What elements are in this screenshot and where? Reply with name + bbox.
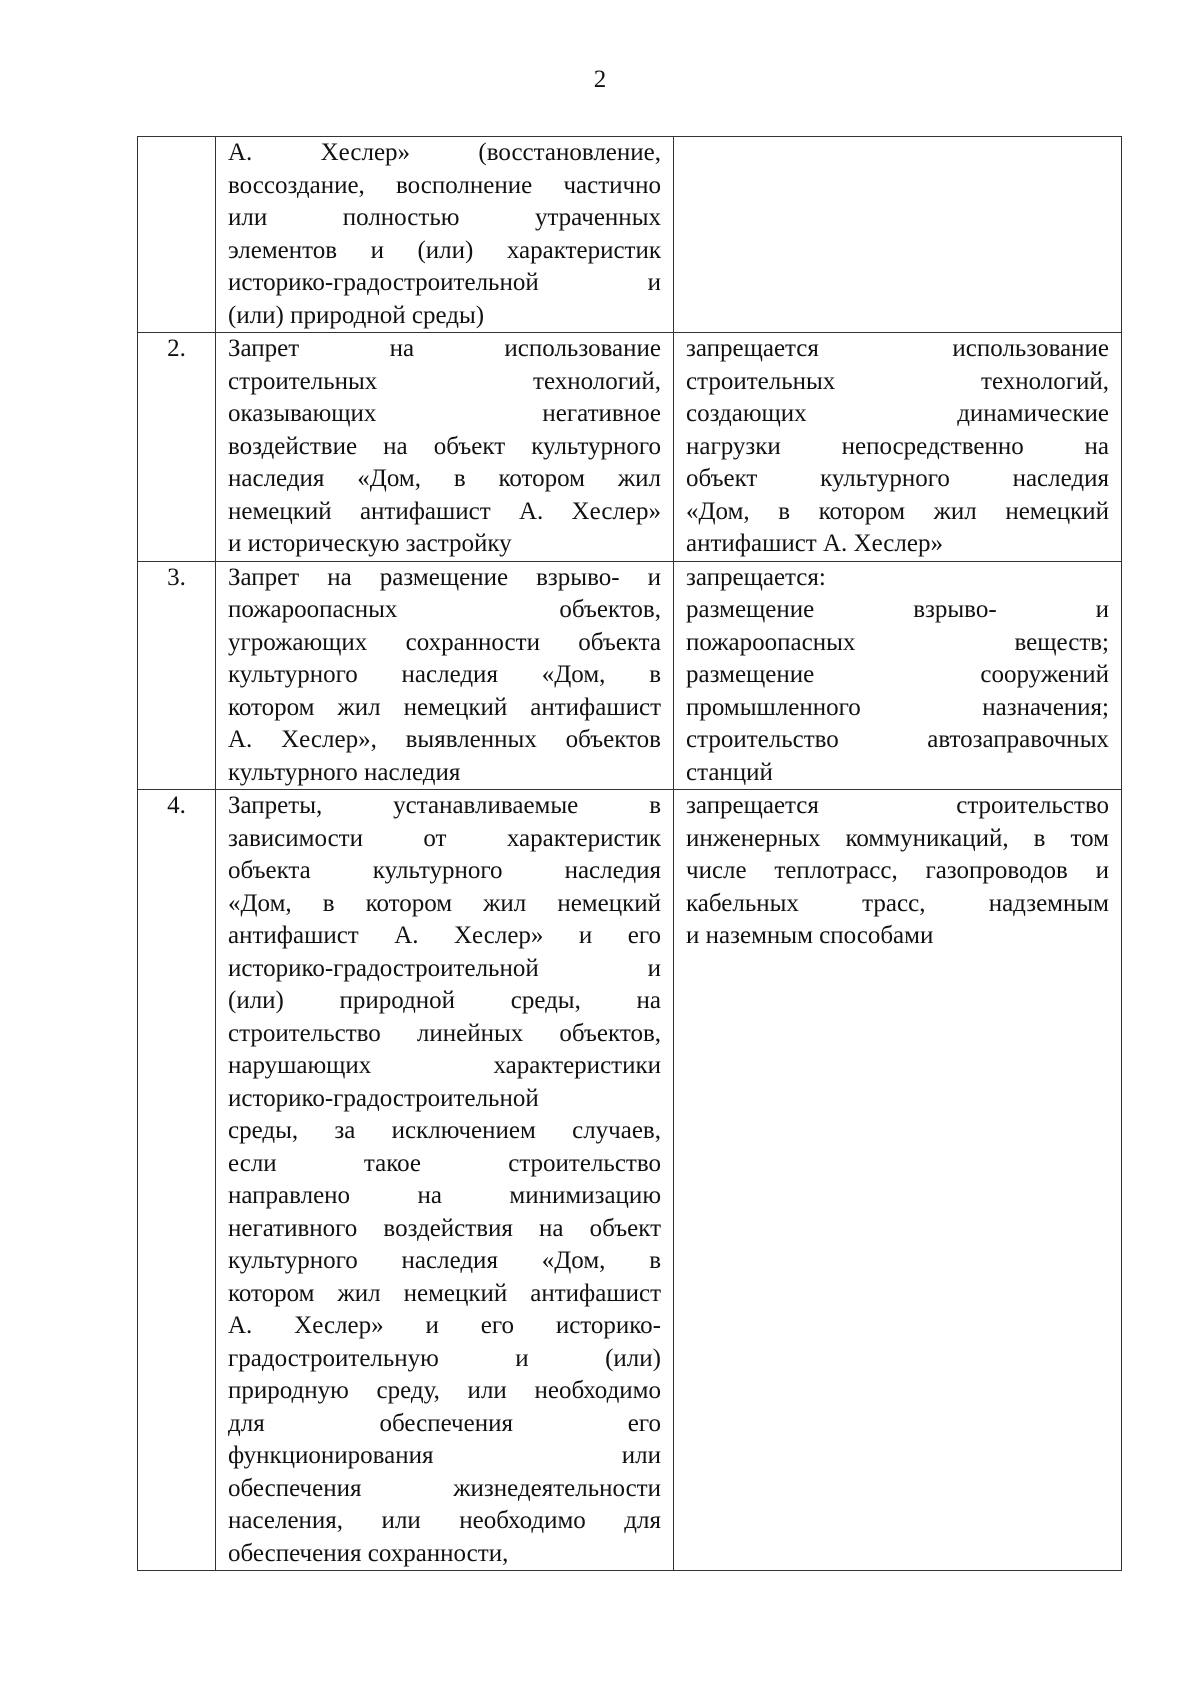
requirement-line: объект культурного наследия [686, 465, 1109, 492]
requirement-line: числе теплотрасс, газопроводов и [686, 857, 1109, 884]
restriction-line: культурного наследия «Дом, в [228, 1247, 661, 1274]
page-number: 2 [593, 66, 607, 93]
restriction-line: культурного наследия [228, 758, 461, 786]
requirement-line: нагрузки непосредственно на [686, 432, 1109, 460]
restriction-line: угрожающих сохранности объекта [228, 628, 661, 656]
restriction-line: населения, или необходимо для [228, 1507, 661, 1534]
table-row [138, 561, 1122, 790]
restriction-line: А. Хеслер», выявленных объектов [228, 726, 661, 753]
requirement-line: запрещается строительство [686, 792, 1109, 819]
restriction-line: объекта культурного наследия [228, 857, 661, 884]
restriction-line: негативного воздействия на объект [228, 1214, 661, 1242]
requirement-line: «Дом, в котором жил немецкий [686, 497, 1109, 525]
restriction-cell [216, 333, 674, 562]
requirement-cell [674, 333, 1122, 562]
requirement-line: антифашист А. Хеслер» [686, 530, 943, 557]
table-body [138, 137, 1122, 1571]
table-row [138, 333, 1122, 562]
restriction-line: немецкий антифашист А. Хеслер» [228, 497, 661, 525]
restriction-line: антифашист А. Хеслер» и его [228, 922, 661, 949]
requirement-line: запрещается: [686, 563, 826, 591]
restriction-line: направлено на минимизацию [228, 1182, 661, 1209]
row-number: 4. [138, 790, 216, 1571]
requirement-line: пожароопасных веществ; [686, 628, 1109, 656]
restriction-cell [216, 561, 674, 790]
requirement-line: размещение сооружений [686, 661, 1109, 688]
restriction-line: историко-градостроительной и [228, 954, 661, 982]
requirement-line: запрещается использование [686, 335, 1109, 362]
row-number: 2. [138, 333, 216, 562]
table-row [138, 137, 1122, 333]
restriction-line: Запрет на размещение взрыво- и [228, 563, 661, 591]
restriction-line: функционирования или [228, 1442, 661, 1469]
restriction-line: пожароопасных объектов, [228, 596, 661, 623]
requirement-cell [674, 137, 1122, 333]
restriction-line: А. Хеслер» и его историко- [228, 1312, 661, 1339]
restriction-line: Запрет на использование [228, 335, 661, 362]
requirement-line: создающих динамические [686, 400, 1109, 427]
restriction-line: среды, за исключением случаев, [228, 1117, 661, 1144]
restriction-line: Запреты, устанавливаемые в [228, 792, 661, 819]
requirement-line: и наземным способами [686, 922, 934, 949]
restriction-line: обеспечения жизнедеятельности [228, 1474, 661, 1502]
requirement-line: размещение взрыво- и [686, 596, 1109, 623]
restriction-cell [216, 137, 674, 333]
restriction-line: или полностью утраченных [228, 204, 661, 231]
restriction-line: (или) природной среды, на [228, 987, 661, 1014]
restriction-line: градостроительную и (или) [228, 1344, 661, 1372]
restriction-line: А. Хеслер» (восстановление, [228, 139, 661, 166]
restriction-line: нарушающих характеристики [228, 1052, 661, 1079]
restriction-line: строительных технологий, [228, 367, 661, 395]
restriction-line: для обеспечения его [228, 1409, 661, 1437]
restriction-line: котором жил немецкий антифашист [228, 1279, 661, 1307]
restriction-line: оказывающих негативное [228, 400, 661, 427]
requirement-line: инженерных коммуникаций, в том [686, 824, 1109, 852]
restrictions-table [137, 136, 1122, 1571]
restriction-line: котором жил немецкий антифашист [228, 693, 661, 721]
restriction-line: «Дом, в котором жил немецкий [228, 889, 661, 917]
requirement-cell [674, 790, 1122, 1571]
requirement-line: промышленного назначения; [686, 693, 1109, 721]
requirement-line: строительство автозаправочных [686, 726, 1109, 753]
restriction-line: зависимости от характеристик [228, 824, 661, 852]
restriction-cell [216, 790, 674, 1571]
restriction-line: обеспечения сохранности, [228, 1539, 509, 1567]
table-row [138, 790, 1122, 1571]
restriction-line: историко-градостроительной [228, 1084, 539, 1112]
restriction-line: строительство линейных объектов, [228, 1019, 661, 1047]
restriction-line: если такое строительство [228, 1149, 661, 1177]
restriction-line: элементов и (или) характеристик [228, 236, 661, 264]
requirement-cell [674, 561, 1122, 790]
restriction-line: природную среду, или необходимо [228, 1377, 661, 1404]
restriction-line: воссоздание, восполнение частично [228, 171, 661, 199]
row-number: 3. [138, 561, 216, 790]
requirement-line: кабельных трасс, надземным [686, 889, 1109, 917]
restriction-line: наследия «Дом, в котором жил [228, 465, 661, 492]
requirement-line: строительных технологий, [686, 367, 1109, 395]
requirement-line: станций [686, 758, 773, 786]
restriction-line: (или) природной среды) [228, 301, 485, 329]
restriction-line: культурного наследия «Дом, в [228, 661, 661, 688]
row-number [138, 137, 216, 333]
restriction-line: воздействие на объект культурного [228, 432, 661, 460]
restriction-line: и историческую застройку [228, 530, 512, 557]
restriction-line: историко-градостроительной и [228, 269, 661, 296]
